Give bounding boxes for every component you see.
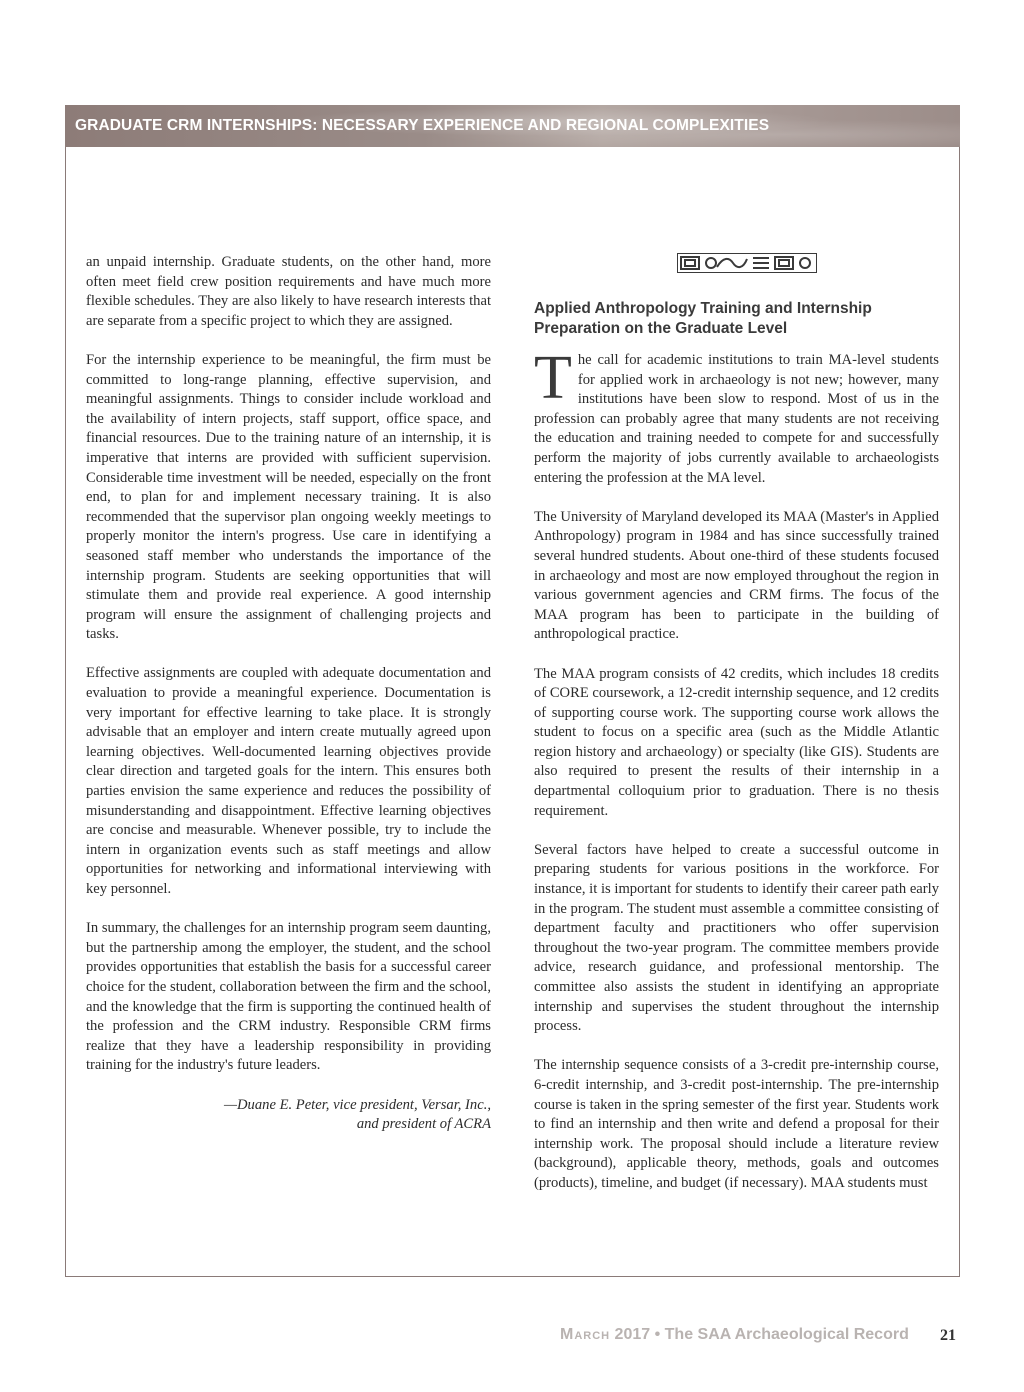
paragraph: The MAA program consists of 42 credits, which includes 18 credits of CORE coursework, a 12-credit internship sequence, and 12 credits of supporting course work. The supporting course work allows the student to focus on a specific area (such as the Middle Atlantic region history and archaeology) or specialty (like GIS). Students are also required to present the results of their internship in a departmental colloquium prior to graduation. There is no thesis requirement. — [534, 665, 939, 819]
paragraph: an unpaid internship. Graduate students, on the other hand, more often meet field crew position requirements and have much more flexible schedules. They are also likely to have research interests that are separate from a specific project to which they are assigned. — [86, 254, 491, 329]
lead-text: he call for academic institutions to train MA-level students for applied work in archaeology is not new; however, many institutions have been slow to respond. Most of us in the profession can probably agree that many students are not receiving the education and training needed to compete for and successfully perform the majority of jobs currently available to archaeologists entering the profession at the MA level. — [534, 352, 939, 486]
signature-line: —Duane E. Peter, vice president, Versar, Inc., — [224, 1096, 491, 1113]
drop-cap: T — [534, 344, 572, 412]
author-signature — [86, 1096, 491, 1135]
signature-line: and president of ACRA — [356, 1116, 491, 1133]
paragraph: For the internship experience to be meaningful, the firm must be committed to long-range planning, effective supervision, and meaningful assignments. Things to consider include workload and the availability of intern projects, staff support, office space, and financial resources. Due to the training nature of an internship, it is imperative that interns are provided with sufficient supervision. Considerable time investment will be needed, especially on the front end, to plan for and implement necessary training. It is also recommended that the supervisor plan ongoing weekly meetings to properly monitor the intern's progress. Use care in identifying a seasoned staff member who understands the importance of the internship program. Students are seeking opportunities that will stimulate them and provide real experience. A good internship program will ensure the assignment of challenging projects and tasks. — [86, 351, 491, 643]
section-heading: Applied Anthropology Training and Internship Preparation on the Graduate Level — [534, 300, 872, 337]
paragraph: Effective assignments are coupled with adequate documentation and evaluation to provide a meaningful experience. Documentation is very important for effective learning to take place. It is strongly advisable that an employer and intern create mutually agreed upon learning objectives. Well-documented learning objectives provide clear direction and targeted goals for the intern. This ensures both parties envision the same experience and reduces the possibility of misunderstanding and disappointment. Effective learning objectives are concise and measurable. Whenever possible, try to include the intern in organization events such as staff meetings and allow opportunities for networking and informational interviewing with key personnel. — [86, 665, 491, 897]
footer-publication: 2017 • The SAA Archaeological Record — [610, 1326, 909, 1343]
paragraph: In summary, the challenges for an internship program seem daunting, but the partnership among the employer, the student, and the school provides opportunities that establish the basis for a successful career choice for the student, collaboration between the firm and the school, and the knowledge that the firm is supporting the continued health of the profession and the CRM industry. Responsible CRM firms realize that they have a leadership responsibility in providing training for the industry's future leaders. — [86, 920, 491, 1074]
section-ornament-icon — [677, 253, 817, 273]
lead-paragraph — [534, 344, 939, 488]
banner-title: GRADUATE CRM INTERNSHIPS: NECESSARY EXPERIENCE AND REGIONAL COMPLEXITIES — [75, 117, 770, 134]
right-column — [534, 253, 939, 1213]
paragraph: Several factors have helped to create a successful outcome in preparing students for various positions in the workforce. For instance, it is important for students to identify their career path early in the program. The student must assemble a committee consisting of department faculty and practitioners who offer supervision throughout the two-year program. The committee members provide advice, research guidance, and professional mentorship. The committee also assists the student in identifying an appropriate internship and supervises the student throughout the internship process. — [534, 841, 939, 1035]
section-banner — [65, 105, 960, 147]
footer-month: March — [560, 1326, 611, 1343]
page-number: 21 — [940, 1327, 956, 1344]
paragraph: The University of Maryland developed its MAA (Master's in Applied Anthropology) program in 1984 and has since successfully trained several hundred students. About one-third of these students focused in archaeology and most are now employed throughout the region in various government agencies and CRM firms. The focus of the MAA program has been to participate in the building of anthropological practice. — [534, 508, 939, 643]
left-column — [86, 253, 491, 1135]
paragraph: The internship sequence consists of a 3-credit pre-internship course, 6-credit internship, and 3-credit post-internship. The pre-internship course is taken in the spring semester of the first year. Students work to find an internship and then write and defend a proposal for their internship work. The proposal should include a literature review (background), applicable theory, methods, goals and outcomes (products), timeline, and budget (if necessary). MAA students must — [534, 1057, 939, 1191]
running-footer — [560, 1326, 909, 1344]
